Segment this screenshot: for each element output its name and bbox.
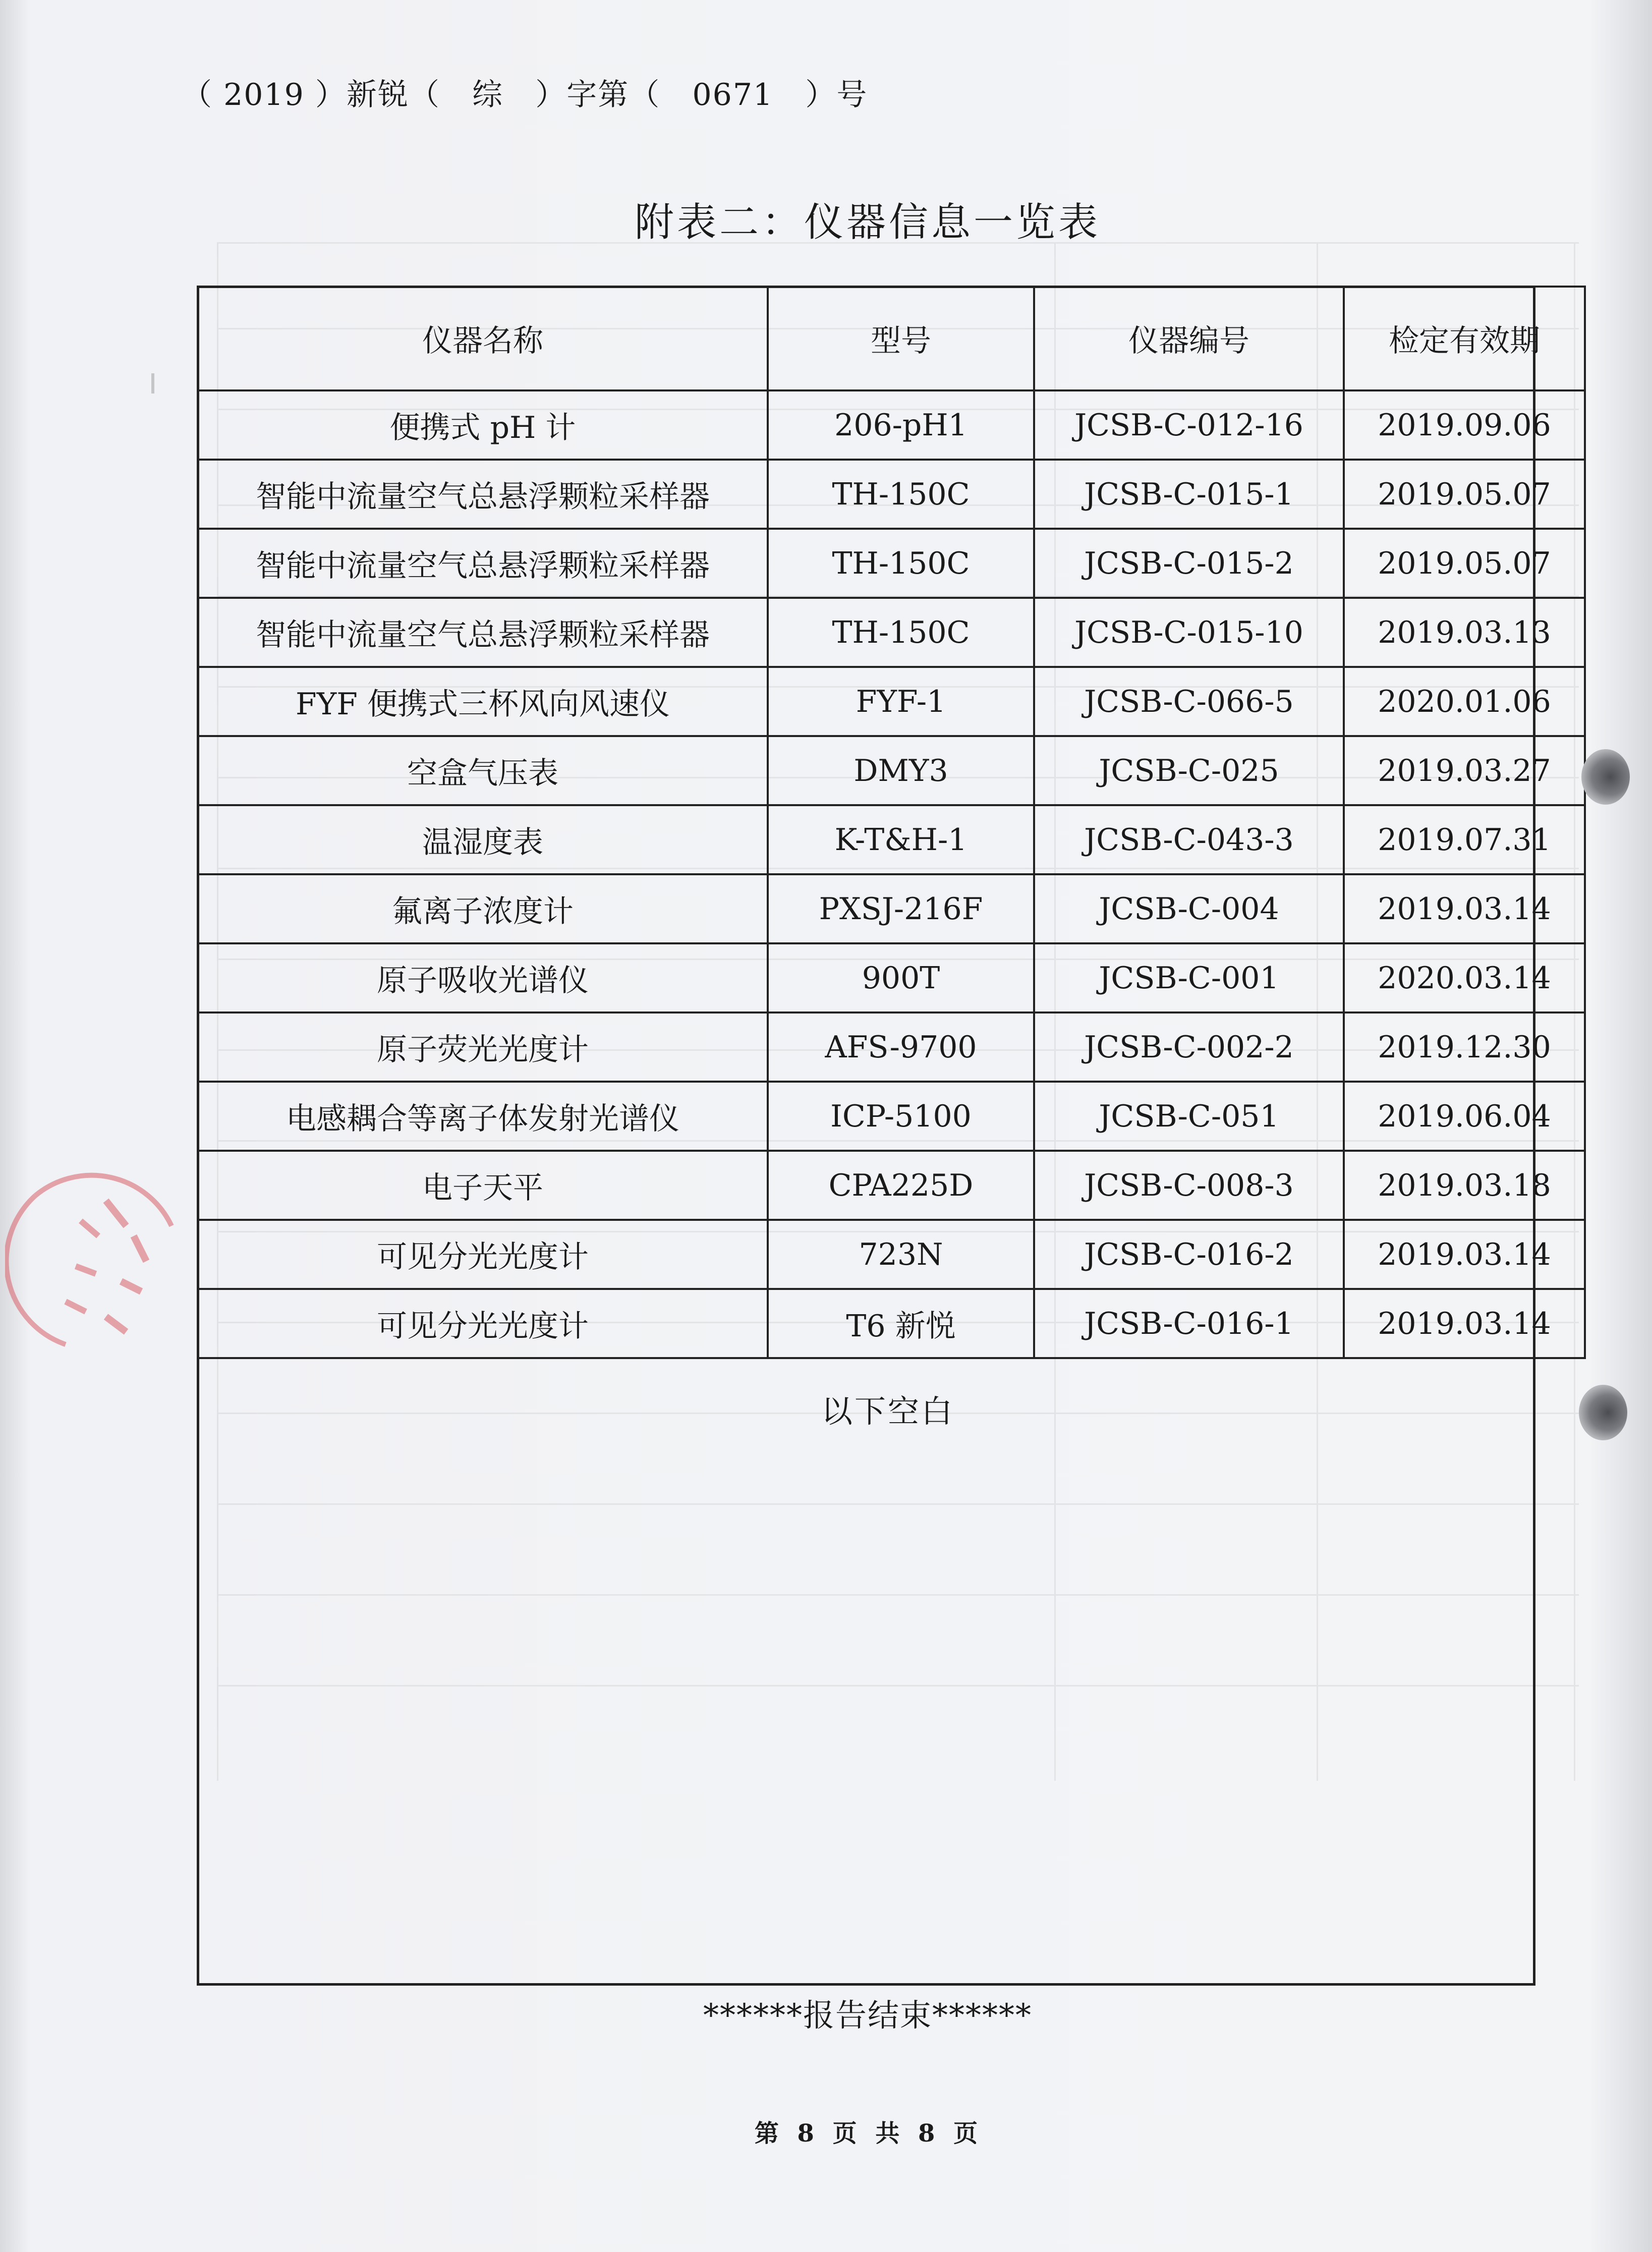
- instrument-valid-until: 2019.06.04: [1344, 1082, 1585, 1151]
- column-header-valid-until: 检定有效期: [1344, 287, 1585, 390]
- table-row: [198, 1220, 1585, 1289]
- instrument-model: ICP-5100: [768, 1082, 1034, 1151]
- margin-mark: [151, 373, 154, 393]
- instrument-valid-until: 2019.03.14: [1344, 1289, 1585, 1358]
- instrument-valid-until: 2019.05.07: [1344, 529, 1585, 598]
- instrument-table: [197, 286, 1586, 1359]
- instrument-id: JCSB-C-004: [1034, 874, 1344, 943]
- instrument-valid-until: 2019.12.30: [1344, 1012, 1585, 1082]
- table-row: [198, 736, 1585, 805]
- instrument-valid-until: 2019.03.14: [1344, 1220, 1585, 1289]
- report-end-marker: ******报告结束******: [703, 1997, 1032, 2034]
- instrument-id: JCSB-C-043-3: [1034, 805, 1344, 874]
- instrument-id: JCSB-C-015-1: [1034, 460, 1344, 529]
- document-reference-number: （ 2019 ）新锐（ 综 ）字第（ 0671 ）号: [182, 77, 868, 112]
- column-header-name: 仪器名称: [198, 287, 768, 390]
- page-title: 附表二：仪器信息一览表: [634, 200, 1101, 245]
- instrument-name: 电感耦合等离子体发射光谱仪: [198, 1082, 768, 1151]
- instrument-id: JCSB-C-015-2: [1034, 529, 1344, 598]
- instrument-name: 便携式 pH 计: [198, 390, 768, 460]
- instrument-name: 可见分光光度计: [198, 1289, 768, 1358]
- instrument-name: 智能中流量空气总悬浮颗粒采样器: [198, 529, 768, 598]
- table-row: [198, 460, 1585, 529]
- instrument-id: JCSB-C-001: [1034, 943, 1344, 1012]
- column-header-model: 型号: [768, 287, 1034, 390]
- instrument-model: T6 新悦: [768, 1289, 1034, 1358]
- instrument-name: 温湿度表: [198, 805, 768, 874]
- instrument-name: 氟离子浓度计: [198, 874, 768, 943]
- instrument-model: TH-150C: [768, 529, 1034, 598]
- instrument-id: JCSB-C-051: [1034, 1082, 1344, 1151]
- table-row: [198, 943, 1585, 1012]
- instrument-model: FYF-1: [768, 667, 1034, 736]
- instrument-name: 空盒气压表: [198, 736, 768, 805]
- instrument-id: JCSB-C-015-10: [1034, 598, 1344, 667]
- instrument-id: JCSB-C-066-5: [1034, 667, 1344, 736]
- instrument-model: PXSJ-216F: [768, 874, 1034, 943]
- instrument-model: 900T: [768, 943, 1034, 1012]
- table-row: [198, 529, 1585, 598]
- instrument-name: 原子吸收光谱仪: [198, 943, 768, 1012]
- instrument-id: JCSB-C-016-2: [1034, 1220, 1344, 1289]
- instrument-valid-until: 2019.05.07: [1344, 460, 1585, 529]
- table-header-row: [198, 287, 1585, 390]
- table-row: [198, 667, 1585, 736]
- punch-hole: [1579, 1385, 1627, 1440]
- red-seal-stamp: [5, 1165, 187, 1357]
- instrument-name: 可见分光光度计: [198, 1220, 768, 1289]
- table-row: [198, 805, 1585, 874]
- instrument-valid-until: 2019.03.13: [1344, 598, 1585, 667]
- blank-below-note: 以下空白: [821, 1393, 954, 1430]
- table-row: [198, 874, 1585, 943]
- instrument-valid-until: 2019.07.31: [1344, 805, 1585, 874]
- instrument-model: K-T&H-1: [768, 805, 1034, 874]
- instrument-id: JCSB-C-008-3: [1034, 1151, 1344, 1220]
- instrument-name: FYF 便携式三杯风向风速仪: [198, 667, 768, 736]
- instrument-model: DMY3: [768, 736, 1034, 805]
- instrument-id: JCSB-C-025: [1034, 736, 1344, 805]
- table-row: [198, 1151, 1585, 1220]
- instrument-id: JCSB-C-002-2: [1034, 1012, 1344, 1082]
- page-number: 第 8 页 共 8 页: [754, 2119, 981, 2148]
- instrument-model: 723N: [768, 1220, 1034, 1289]
- instrument-valid-until: 2019.09.06: [1344, 390, 1585, 460]
- instrument-valid-until: 2019.03.14: [1344, 874, 1585, 943]
- column-header-id: 仪器编号: [1034, 287, 1344, 390]
- instrument-model: TH-150C: [768, 598, 1034, 667]
- instrument-id: JCSB-C-016-1: [1034, 1289, 1344, 1358]
- instrument-id: JCSB-C-012-16: [1034, 390, 1344, 460]
- instrument-model: 206-pH1: [768, 390, 1034, 460]
- table-row: [198, 1012, 1585, 1082]
- instrument-valid-until: 2020.03.14: [1344, 943, 1585, 1012]
- table-row: [198, 390, 1585, 460]
- table-row: [198, 598, 1585, 667]
- instrument-name: 智能中流量空气总悬浮颗粒采样器: [198, 460, 768, 529]
- table-row: [198, 1289, 1585, 1358]
- instrument-valid-until: 2019.03.27: [1344, 736, 1585, 805]
- instrument-model: AFS-9700: [768, 1012, 1034, 1082]
- instrument-valid-until: 2019.03.18: [1344, 1151, 1585, 1220]
- instrument-name: 智能中流量空气总悬浮颗粒采样器: [198, 598, 768, 667]
- instrument-name: 原子荧光光度计: [198, 1012, 768, 1082]
- instrument-valid-until: 2020.01.06: [1344, 667, 1585, 736]
- instrument-name: 电子天平: [198, 1151, 768, 1220]
- punch-hole: [1581, 749, 1630, 805]
- instrument-model: TH-150C: [768, 460, 1034, 529]
- table-row: [198, 1082, 1585, 1151]
- instrument-model: CPA225D: [768, 1151, 1034, 1220]
